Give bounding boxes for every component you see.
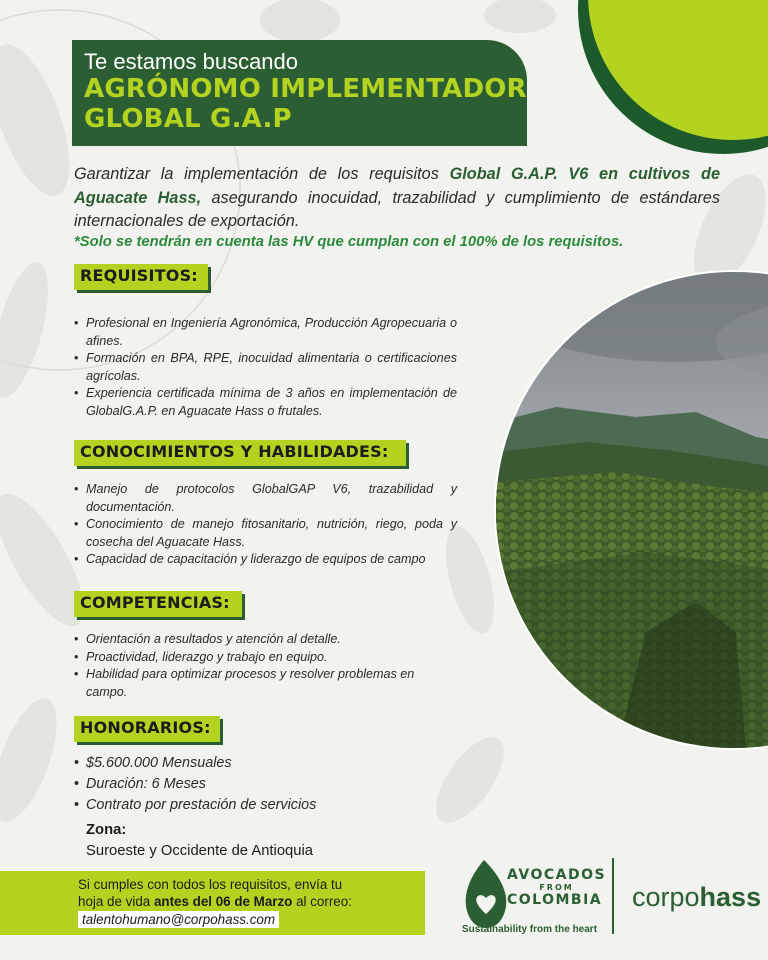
conocimientos-list <box>74 481 457 569</box>
section-title-honorarios-label: HONORARIOS: <box>80 718 211 737</box>
cta-deadline: antes del 06 de Marzo <box>153 894 293 909</box>
cta-line2-end: al correo: <box>292 894 352 909</box>
list-item: • $5.600.000 Mensuales <box>74 753 474 774</box>
header-banner <box>72 40 527 146</box>
logo-from-word: FROM <box>539 883 574 892</box>
contact-email-link[interactable]: talentohumano@corpohass.com <box>78 911 279 928</box>
honorarios-list <box>74 753 474 816</box>
section-title-competencias-label: COMPETENCIAS: <box>80 593 230 612</box>
cta-line1: Si cumples con todos los requisitos, envía tu <box>78 877 343 892</box>
corpohass-logo <box>632 882 761 913</box>
list-item: • Orientación a resultados y atención al detalle. <box>74 631 444 649</box>
list-item: • Manejo de protocolos GlobalGAP V6, trazabilidad y documentación. <box>74 481 457 516</box>
competencias-list <box>74 631 444 701</box>
application-instructions <box>0 871 425 935</box>
list-item: • Proactividad, liderazgo y trabajo en equipo. <box>74 649 444 667</box>
section-title-requisitos-label: REQUISITOS: <box>80 266 198 285</box>
job-title-line2: GLOBAL G.A.P <box>84 104 292 134</box>
requirements-note: *Solo se tendrán en cuenta las HV que cumplan con el 100% de los requisitos. <box>74 234 624 250</box>
intro-highlight: Global G.A.P. V6 en cultivos de Aguacate Hass, <box>74 165 721 207</box>
logo-colombia-word: COLOMBIA <box>507 892 603 908</box>
list-item: • Contrato por prestación de servicios <box>74 795 474 816</box>
zona-label: Zona: <box>86 822 127 838</box>
list-item: • Experiencia certificada mínima de 3 años en implementación de GlobalG.A.P. en Aguacate Hass o frutales. <box>74 385 457 420</box>
section-title-conocimientos <box>74 440 406 466</box>
list-item: • Habilidad para optimizar procesos y resolver problemas en campo. <box>74 666 444 701</box>
intro-part2: asegurando inocuidad, trazabilidad y cumplimiento de estándares internacionales de exportación. <box>74 188 720 230</box>
list-item: • Formación en BPA, RPE, inocuidad alimentaria o certificaciones agrícolas. <box>74 350 457 385</box>
zona-value: Suroeste y Occidente de Antioquia <box>86 843 314 859</box>
requisitos-list <box>74 315 457 420</box>
avocados-from-colombia-logo <box>507 868 606 908</box>
section-title-conocimientos-label: CONOCIMIENTOS Y HABILIDADES: <box>80 442 389 461</box>
logo-hass-part: hass <box>699 882 762 912</box>
section-title-requisitos <box>74 264 208 290</box>
job-title-line1: AGRÓNOMO IMPLEMENTADOR <box>84 74 527 104</box>
section-title-honorarios <box>74 716 220 742</box>
logo-avocados-word: AVOCADOS <box>507 867 607 883</box>
cta-line2 <box>78 893 425 910</box>
logo-corpo-part: corpo <box>632 882 700 912</box>
header-subtitle: Te estamos buscando <box>84 49 299 74</box>
intro-part1: Garantizar la implementación de los requisitos <box>74 165 450 183</box>
list-item: • Conocimiento de manejo fitosanitario, nutrición, riego, poda y cosecha del Aguacate Hass. <box>74 516 457 551</box>
cta-line2-start: hoja de vida <box>78 894 154 909</box>
logo-slogan: Sustainability from the heart <box>462 924 598 935</box>
intro-paragraph <box>74 163 720 234</box>
zona-block <box>86 820 313 862</box>
list-item: • Capacidad de capacitación y liderazgo de equipos de campo <box>74 551 457 569</box>
logo-divider <box>612 858 614 934</box>
section-title-competencias <box>74 591 242 617</box>
list-item: • Duración: 6 Meses <box>74 774 474 795</box>
list-item: • Profesional en Ingeniería Agronómica, Producción Agropecuaria o afines. <box>74 315 457 350</box>
